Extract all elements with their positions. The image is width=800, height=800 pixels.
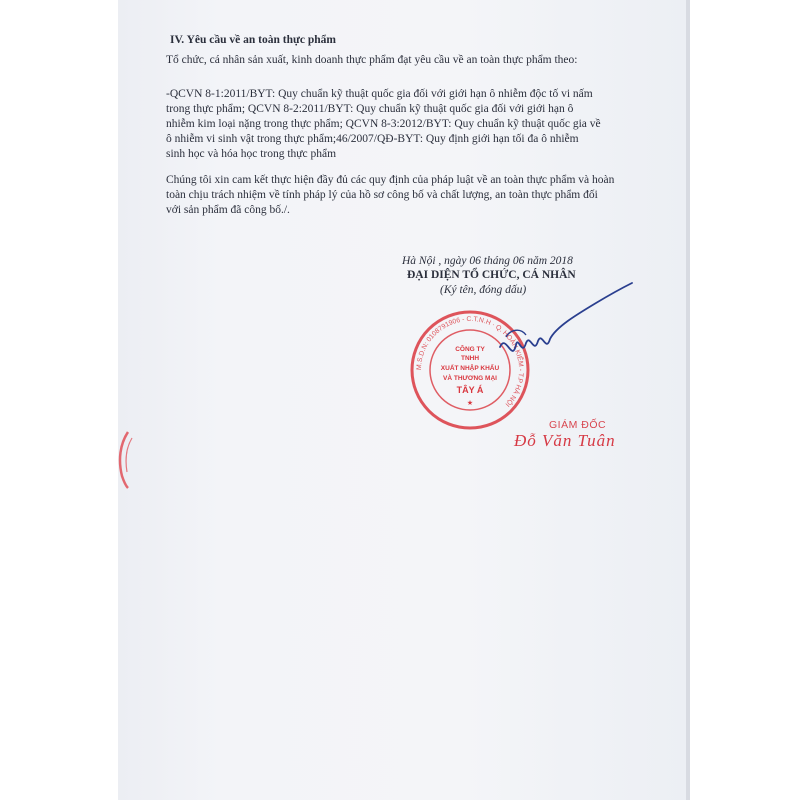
handwritten-signature — [496, 275, 636, 375]
regulation-line: ô nhiễm vi sinh vật trong thực phẩm;46/2007/QĐ-BYT: Quy định giới hạn tối đa ô nhiễm — [166, 133, 579, 145]
sign-note: (Ký tên, đóng dấu) — [440, 284, 527, 296]
regulation-line: nhiễm kim loại nặng trong thực phẩm; QCVN 8-3:2012/BYT: Quy chuẩn kỹ thuật quốc gia về — [166, 118, 601, 130]
seal-line: TÂY Á — [456, 385, 484, 395]
regulations-paragraph — [166, 87, 601, 162]
seal-ring-text: M.S.D.N: 0108791906 - C.T.N.H · Q. HOÀN KIẾM - T.P HÀ NỘI — [415, 315, 525, 408]
director-title: GIÁM ĐỐC — [549, 419, 607, 431]
seal-star-icon: ★ — [466, 399, 474, 407]
edge-seal-fragment — [112, 430, 134, 490]
commitment-paragraph — [166, 173, 646, 218]
director-name: Đỗ Văn Tuân — [514, 431, 616, 450]
intro-paragraph: Tổ chức, cá nhân sản xuất, kinh doanh thực phẩm đạt yêu cầu về an toàn thực phẩm theo: — [166, 54, 578, 66]
representative-title: ĐẠI DIỆN TỔ CHỨC, CÁ NHÂN — [407, 269, 576, 281]
commitment-line: toàn chịu trách nhiệm về tính pháp lý của hồ sơ công bố và chất lượng, an toàn thực phẩm đối — [166, 189, 598, 201]
seal-line: VÀ THƯƠNG MẠI — [443, 375, 497, 382]
regulation-line: trong thực phẩm; QCVN 8-2:2011/BYT: Quy chuẩn kỹ thuật quốc gia đối với giới hạn ô — [166, 103, 574, 115]
commitment-line: với sản phẩm đã công bố./. — [166, 204, 290, 216]
seal-line: CÔNG TY — [455, 346, 485, 353]
seal-line: TNHH — [460, 355, 480, 362]
commitment-line: Chúng tôi xin cam kết thực hiện đầy đủ các quy định của pháp luật về an toàn thực phẩm và hoàn — [166, 174, 615, 186]
seal-line: XUẤT NHẬP KHẨU — [440, 365, 500, 372]
regulation-line: sinh học và hóa học trong thực phẩm — [166, 148, 337, 160]
page-edge — [686, 0, 690, 800]
regulation-line: -QCVN 8-1:2011/BYT: Quy chuẩn kỹ thuật quốc gia đối với giới hạn ô nhiễm độc tố vi nấm — [166, 88, 593, 100]
section-heading: IV. Yêu cầu về an toàn thực phẩm — [170, 34, 337, 46]
date-line: Hà Nội , ngày 06 tháng 06 năm 2018 — [402, 255, 573, 267]
